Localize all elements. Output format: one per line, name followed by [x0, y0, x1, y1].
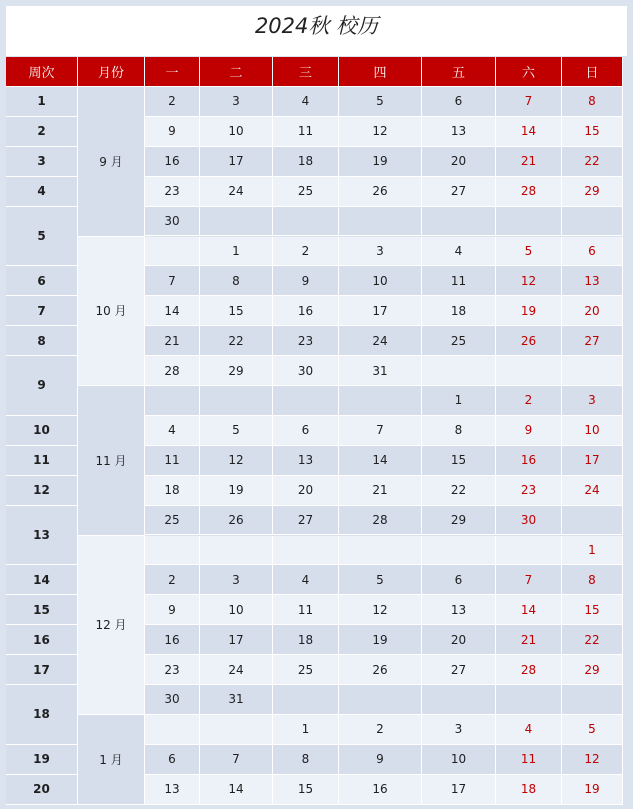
day-cell: 30 — [273, 356, 339, 386]
day-cell — [562, 207, 623, 237]
week-number: 18 — [6, 685, 78, 745]
week-number: 1 — [6, 87, 78, 117]
day-cell: 17 — [200, 147, 273, 177]
day-cell: 10 — [200, 117, 273, 147]
header-cell: 一 — [145, 57, 200, 87]
day-cell — [422, 207, 496, 237]
day-cell: 21 — [339, 476, 422, 506]
day-cell: 11 — [273, 117, 339, 147]
day-cell — [200, 536, 273, 566]
day-cell: 4 — [496, 715, 562, 745]
month-label: 9 月 — [78, 87, 145, 237]
day-cell: 8 — [200, 266, 273, 296]
header-cell: 六 — [496, 57, 562, 87]
day-cell: 19 — [339, 147, 422, 177]
day-cell: 29 — [200, 356, 273, 386]
week-number: 6 — [6, 266, 78, 296]
day-cell: 28 — [339, 506, 422, 536]
day-cell: 7 — [145, 266, 200, 296]
day-cell: 18 — [422, 296, 496, 326]
day-cell: 2 — [496, 386, 562, 416]
day-cell: 4 — [273, 565, 339, 595]
day-cell: 27 — [273, 506, 339, 536]
day-cell: 1 — [200, 237, 273, 267]
day-cell: 10 — [339, 266, 422, 296]
day-cell: 10 — [422, 745, 496, 775]
day-cell: 6 — [562, 237, 623, 267]
day-cell: 18 — [273, 147, 339, 177]
day-cell: 5 — [339, 565, 422, 595]
day-cell: 26 — [496, 326, 562, 356]
day-cell: 3 — [422, 715, 496, 745]
week-number: 15 — [6, 595, 78, 625]
day-cell: 29 — [562, 655, 623, 685]
day-cell: 1 — [422, 386, 496, 416]
month-label: 11 月 — [78, 386, 145, 536]
day-cell — [339, 685, 422, 715]
day-cell: 14 — [145, 296, 200, 326]
day-cell: 14 — [200, 775, 273, 805]
day-cell: 11 — [145, 446, 200, 476]
day-cell: 3 — [200, 87, 273, 117]
day-cell: 16 — [339, 775, 422, 805]
header-cell: 三 — [273, 57, 339, 87]
day-cell: 21 — [496, 147, 562, 177]
day-cell: 9 — [339, 745, 422, 775]
day-cell — [496, 685, 562, 715]
day-cell: 2 — [145, 87, 200, 117]
day-cell: 15 — [200, 296, 273, 326]
day-cell: 19 — [339, 625, 422, 655]
day-cell: 24 — [200, 655, 273, 685]
day-cell: 11 — [496, 745, 562, 775]
day-cell — [145, 237, 200, 267]
day-cell: 12 — [496, 266, 562, 296]
day-cell: 1 — [273, 715, 339, 745]
week-number: 16 — [6, 625, 78, 655]
day-cell — [145, 536, 200, 566]
day-cell: 13 — [562, 266, 623, 296]
week-number: 19 — [6, 745, 78, 775]
week-number: 10 — [6, 416, 78, 446]
header-cell: 五 — [422, 57, 496, 87]
day-cell: 28 — [496, 655, 562, 685]
day-cell: 26 — [200, 506, 273, 536]
day-cell: 13 — [145, 775, 200, 805]
month-label: 12 月 — [78, 536, 145, 715]
day-cell: 20 — [562, 296, 623, 326]
day-cell: 6 — [422, 565, 496, 595]
day-cell: 15 — [273, 775, 339, 805]
day-cell: 21 — [145, 326, 200, 356]
day-cell: 10 — [562, 416, 623, 446]
day-cell: 7 — [496, 565, 562, 595]
day-cell — [145, 386, 200, 416]
day-cell: 19 — [562, 775, 623, 805]
day-cell: 30 — [145, 207, 200, 237]
day-cell — [562, 685, 623, 715]
day-cell: 14 — [496, 595, 562, 625]
header-cell: 四 — [339, 57, 422, 87]
day-cell: 16 — [273, 296, 339, 326]
week-number: 3 — [6, 147, 78, 177]
day-cell — [273, 207, 339, 237]
day-cell: 23 — [145, 177, 200, 207]
month-label: 1 月 — [78, 715, 145, 805]
day-cell — [562, 356, 623, 386]
day-cell: 19 — [200, 476, 273, 506]
day-cell: 16 — [496, 446, 562, 476]
day-cell: 17 — [562, 446, 623, 476]
day-cell: 25 — [422, 326, 496, 356]
day-cell: 3 — [339, 237, 422, 267]
day-cell: 2 — [273, 237, 339, 267]
day-cell: 9 — [145, 595, 200, 625]
day-cell: 18 — [145, 476, 200, 506]
day-cell: 15 — [562, 117, 623, 147]
day-cell — [200, 207, 273, 237]
header-cell: 月份 — [78, 57, 145, 87]
week-number: 9 — [6, 356, 78, 416]
day-cell: 27 — [422, 655, 496, 685]
day-cell: 26 — [339, 177, 422, 207]
day-cell: 15 — [422, 446, 496, 476]
header-cell: 周次 — [6, 57, 78, 87]
day-cell — [200, 386, 273, 416]
day-cell: 25 — [145, 506, 200, 536]
day-cell: 29 — [422, 506, 496, 536]
day-cell: 28 — [496, 177, 562, 207]
day-cell — [496, 207, 562, 237]
calendar-title: 2024秋 校历 — [254, 14, 379, 38]
day-cell: 7 — [200, 745, 273, 775]
day-cell: 14 — [339, 446, 422, 476]
day-cell: 25 — [273, 177, 339, 207]
day-cell: 8 — [562, 565, 623, 595]
day-cell — [273, 536, 339, 566]
day-cell: 7 — [496, 87, 562, 117]
day-cell: 22 — [422, 476, 496, 506]
day-cell: 28 — [145, 356, 200, 386]
week-number: 12 — [6, 476, 78, 506]
day-cell: 26 — [339, 655, 422, 685]
day-cell: 11 — [273, 595, 339, 625]
day-cell: 5 — [339, 87, 422, 117]
day-cell: 1 — [562, 536, 623, 566]
day-cell — [422, 356, 496, 386]
day-cell: 22 — [562, 625, 623, 655]
day-cell: 5 — [562, 715, 623, 745]
day-cell: 29 — [562, 177, 623, 207]
week-number: 13 — [6, 506, 78, 566]
day-cell: 2 — [339, 715, 422, 745]
day-cell — [339, 386, 422, 416]
day-cell: 13 — [422, 595, 496, 625]
day-cell: 9 — [273, 266, 339, 296]
day-cell: 23 — [496, 476, 562, 506]
week-number: 4 — [6, 177, 78, 207]
day-cell: 5 — [200, 416, 273, 446]
header-cell: 二 — [200, 57, 273, 87]
day-cell — [496, 356, 562, 386]
day-cell: 24 — [562, 476, 623, 506]
day-cell: 12 — [339, 595, 422, 625]
day-cell: 13 — [422, 117, 496, 147]
month-label: 10 月 — [78, 237, 145, 387]
day-cell: 9 — [496, 416, 562, 446]
week-number: 20 — [6, 775, 78, 805]
header-cell: 日 — [562, 57, 623, 87]
week-number: 7 — [6, 296, 78, 326]
week-number: 2 — [6, 117, 78, 147]
day-cell: 27 — [562, 326, 623, 356]
day-cell: 17 — [200, 625, 273, 655]
day-cell: 12 — [339, 117, 422, 147]
day-cell: 30 — [496, 506, 562, 536]
day-cell: 10 — [200, 595, 273, 625]
day-cell: 8 — [422, 416, 496, 446]
day-cell: 24 — [339, 326, 422, 356]
week-number: 14 — [6, 565, 78, 595]
day-cell: 11 — [422, 266, 496, 296]
day-cell: 12 — [200, 446, 273, 476]
day-cell: 31 — [200, 685, 273, 715]
day-cell: 20 — [422, 147, 496, 177]
day-cell: 7 — [339, 416, 422, 446]
day-cell: 20 — [273, 476, 339, 506]
day-cell: 23 — [145, 655, 200, 685]
day-cell: 18 — [273, 625, 339, 655]
day-cell — [339, 207, 422, 237]
day-cell: 3 — [200, 565, 273, 595]
day-cell — [273, 386, 339, 416]
day-cell: 20 — [422, 625, 496, 655]
day-cell: 16 — [145, 147, 200, 177]
title-area — [6, 6, 627, 56]
day-cell: 5 — [496, 237, 562, 267]
day-cell: 4 — [273, 87, 339, 117]
day-cell: 14 — [496, 117, 562, 147]
day-cell: 25 — [273, 655, 339, 685]
day-cell: 6 — [273, 416, 339, 446]
day-cell: 3 — [562, 386, 623, 416]
day-cell: 17 — [422, 775, 496, 805]
day-cell: 22 — [562, 147, 623, 177]
day-cell — [562, 506, 623, 536]
day-cell: 30 — [145, 685, 200, 715]
day-cell — [422, 685, 496, 715]
week-number: 8 — [6, 326, 78, 356]
day-cell: 2 — [145, 565, 200, 595]
day-cell: 22 — [200, 326, 273, 356]
day-cell: 13 — [273, 446, 339, 476]
day-cell — [200, 715, 273, 745]
day-cell: 6 — [422, 87, 496, 117]
day-cell: 9 — [145, 117, 200, 147]
day-cell — [422, 536, 496, 566]
day-cell: 6 — [145, 745, 200, 775]
day-cell: 31 — [339, 356, 422, 386]
day-cell: 15 — [562, 595, 623, 625]
day-cell: 8 — [273, 745, 339, 775]
day-cell: 8 — [562, 87, 623, 117]
day-cell: 27 — [422, 177, 496, 207]
day-cell — [339, 536, 422, 566]
day-cell: 18 — [496, 775, 562, 805]
day-cell: 17 — [339, 296, 422, 326]
day-cell: 4 — [145, 416, 200, 446]
week-number: 5 — [6, 207, 78, 267]
day-cell: 24 — [200, 177, 273, 207]
week-number: 11 — [6, 446, 78, 476]
day-cell: 16 — [145, 625, 200, 655]
day-cell — [145, 715, 200, 745]
day-cell — [496, 536, 562, 566]
day-cell: 21 — [496, 625, 562, 655]
day-cell — [273, 685, 339, 715]
day-cell: 23 — [273, 326, 339, 356]
week-number: 17 — [6, 655, 78, 685]
day-cell: 4 — [422, 237, 496, 267]
day-cell: 12 — [562, 745, 623, 775]
day-cell: 19 — [496, 296, 562, 326]
